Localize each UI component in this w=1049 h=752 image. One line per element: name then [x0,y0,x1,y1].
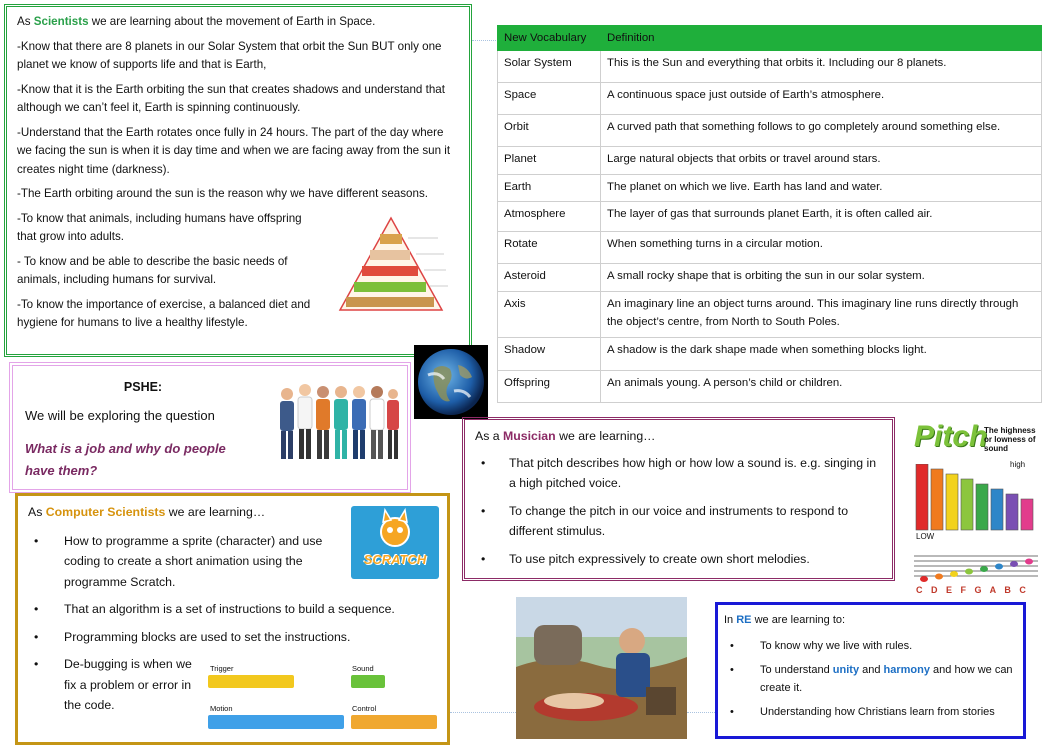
vocab-term: Orbit [498,115,601,147]
earth-image [414,345,488,419]
block-label-motion: Motion [210,704,233,713]
staff-note [920,576,928,582]
vocab-definition: A shadow is the dark shape made when something blocks light. [601,338,1042,371]
table-row [498,338,1042,371]
computing-intro: As Computer Scientists we are learning… [28,505,266,519]
science-point: -Know that it is the Earth orbiting the sun that creates shadows and understand that although we can’t feel it, Earth is spinning continuously. [17,82,445,114]
xylophone-bar [991,489,1003,530]
staff-note [965,569,973,575]
vocab-term: Shadow [498,338,601,371]
block-label-trigger: Trigger [210,664,234,673]
computing-panel [15,493,450,745]
music-list [475,453,882,570]
science-intro: As Scientists we are learning about the movement of Earth in Space. [17,15,376,28]
music-intro: As a Musician we are learning… [475,429,656,443]
vocab-definition: When something turns in a circular motion. [601,232,1042,264]
music-panel [462,417,895,581]
science-point: -The Earth orbiting around the sun is the reason why we have different seasons. [17,187,428,200]
vocab-definition: A small rocky shape that is orbiting the sun in our solar system. [601,264,1042,292]
music-staff-icon [914,550,1038,584]
list-item: • De-bugging is when we fix a problem or error in the code. [28,654,194,716]
vocab-term: Planet [498,147,601,175]
sound-blocks [351,675,385,688]
xylophone-bar [946,474,958,530]
re-intro: In RE we are learning to: [724,614,846,626]
pshe-statement: We will be exploring the question [25,408,215,423]
table-row [498,51,1042,83]
table-row [498,264,1042,292]
vocab-term: Solar System [498,51,601,83]
staff-note [935,574,943,580]
xylophone-bar [931,469,943,530]
motion-blocks [208,715,344,729]
table-header-row [498,26,1042,51]
list-item: • That an algorithm is a set of instructions to build a sequence. [28,599,439,620]
note-names: C D E F G A B C [916,585,1029,595]
pitch-word: Pitch [914,420,988,453]
workers-image [275,380,400,468]
vocab-definition: The planet on which we live. Earth has land and water. [601,175,1042,202]
music-subject: Musician [503,429,556,443]
scratch-logo [351,506,439,579]
vocab-term: Rotate [498,232,601,264]
vocab-definition: Large natural objects that orbits or travel around stars. [601,147,1042,175]
re-list [724,637,1015,721]
vocab-definition: The layer of gas that surrounds planet Earth, it is often called air. [601,202,1042,232]
science-point: -To know that animals, including humans have offspring that grow into adults. [17,211,302,243]
vocab-term: Offspring [498,371,601,403]
list-item: • That pitch describes how high or how low a sound is. e.g. singing in a high pitched voice. [475,453,885,494]
xylophone-bar [916,464,928,530]
table-row [498,175,1042,202]
vocab-definition: A continuous space just outside of Earth’s atmosphere. [601,83,1042,115]
pshe-title: PSHE: [123,380,163,394]
table-row [498,232,1042,264]
staff-note [980,566,988,572]
vocab-term: Earth [498,175,601,202]
staff-note [995,564,1003,570]
table-row [498,371,1042,403]
vocab-definition: An animals young. A person’s child or children. [601,371,1042,403]
science-point: -Know that there are 8 planets in our Solar System that orbit the Sun BUT only one planet we know of supports life and that is Earth, [17,39,442,71]
vocab-definition: This is the Sun and everything that orbits it. Including our 8 planets. [601,51,1042,83]
scratch-logo-text: SCRATCH [363,552,427,567]
block-label-control: Control [352,704,377,713]
list-item: • How to programme a sprite (character) and use coding to create a short animation using the programme Scratch. [28,531,326,593]
table-row [498,292,1042,338]
vocab-term: Axis [498,292,601,338]
pitch-caption: The highness or lowness of sound [984,426,1036,453]
list-item: • To understand unity and harmony and how we can create it. [724,661,1014,697]
science-point: -Understand that the Earth rotates once fully in 24 hours. The part of the day where we facing the sun is when it is day time and when we are facing away from the sun it creates night time (darkness). [17,125,451,176]
vocab-definition: A curved path that something follows to go completely around something else. [601,115,1042,147]
pshe-panel [9,362,411,493]
list-item: • Understanding how Christians learn from stories [724,703,1015,721]
column-header: New Vocabulary [498,26,601,51]
vocab-term: Asteroid [498,264,601,292]
xylophone-bar [1006,494,1018,530]
list-item: • To change the pitch in our voice and instruments to respond to different stimulus. [475,501,885,542]
science-point: - To know and be able to describe the basic needs of animals, including humans for survival. [17,254,288,286]
pitch-image [910,420,1042,600]
list-item: • To use pitch expressively to create own short melodies. [475,549,885,570]
staff-note [1025,559,1033,565]
vocabulary-table [497,25,1042,403]
re-panel [715,602,1026,739]
vocab-term: Space [498,83,601,115]
good-samaritan-image [516,597,687,739]
harmony-word: harmony [883,664,930,676]
science-subject: Scientists [33,15,89,28]
table-row [498,115,1042,147]
list-item: • Programming blocks are used to set the instructions. [28,627,439,648]
low-label: LOW [916,532,935,541]
connector-line [687,712,715,713]
food-pyramid-image [328,212,454,316]
staff-note [1010,561,1018,567]
table-row [498,147,1042,175]
control-blocks [351,715,437,729]
vocab-definition: An imaginary line an object turns around. This imaginary line runs directly through the object’s centre, from North to South Poles. [601,292,1042,338]
staff-note [950,571,958,577]
xylophone-bar [961,479,973,530]
block-label-sound: Sound [352,664,374,673]
pshe-question: What is a job and why do people have them? [25,441,226,478]
trigger-blocks [208,675,294,688]
connector-line [450,712,516,713]
column-header: Definition [601,26,1042,51]
xylophone-bar [976,484,988,530]
unity-word: unity [832,664,860,676]
xylophone-icon [914,464,1038,534]
high-label: high [1010,460,1026,469]
re-subject: RE [736,614,752,626]
table-row [498,202,1042,232]
computing-subject: Computer Scientists [45,505,166,519]
xylophone-bar [1021,499,1033,530]
connector-line [472,40,498,41]
list-item: • To know why we live with rules. [724,637,1015,655]
scratch-blocks-image [205,664,440,734]
table-row [498,83,1042,115]
science-point: -To know the importance of exercise, a balanced diet and hygiene for humans to live a healthy lifestyle. [17,297,311,329]
vocab-term: Atmosphere [498,202,601,232]
